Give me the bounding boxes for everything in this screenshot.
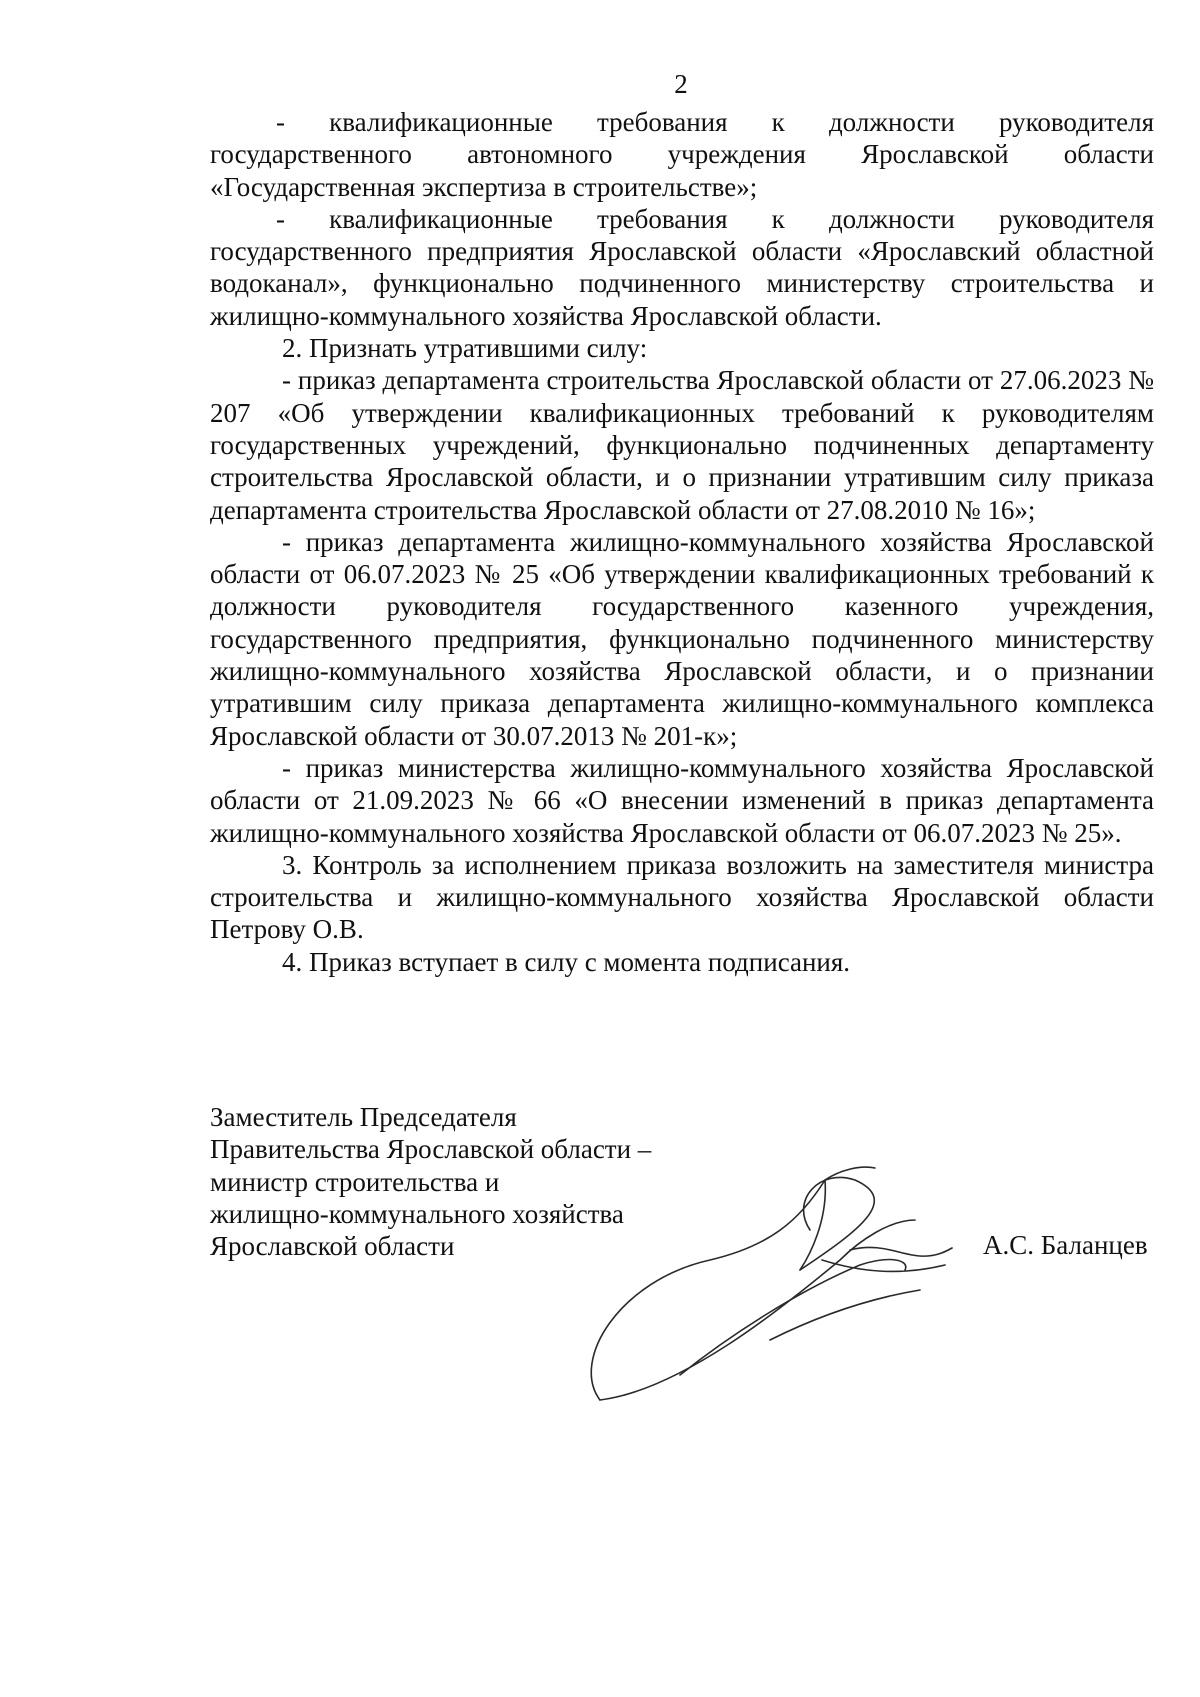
paragraph-bullet-order-207: - приказ департамента строительства Ярославской области от 27.06.2023 № 207 «Об утверждении квалификационных требований к руководителям государственных учреждений, функционально подчиненных департаменту строительства Ярославской области, и о признании утратившим силу приказа департамента строительства Ярославской области от 27.08.2010 № 16»;	[210, 365, 1154, 525]
handwritten-signature	[560, 1160, 960, 1410]
paragraph-bullet-qualification-gau: - квалификационные требования к должности руководителя государственного автономного учреждения Ярославской области «Государственная экспертиза в строительстве»;	[210, 107, 1154, 202]
paragraph-item-3: 3. Контроль за исполнением приказа возложить на заместителя министра строительства и жилищно-коммунального хозяйства Ярославской области Петрову О.В.	[210, 849, 1154, 945]
paragraph-bullet-order-66: - приказ министерства жилищно-коммунального хозяйства Ярославской области от 21.09.2023 № 66 «О внесении изменений в приказ департамента жилищно-коммунального хозяйства Ярославской области от 06.07.2023 № 25».	[210, 752, 1154, 848]
signatory-title-line: Заместитель Председателя	[210, 1102, 517, 1132]
paragraph-bullet-order-25: - приказ департамента жилищно-коммунального хозяйства Ярославской области от 06.07.2023 № 25 «Об утверждении квалификационных требований к должности руководителя государственного казенного учреждения, государственного предприятия, функционально подчиненного министерству жилищно-коммунального хозяйства Ярославской области, и о признании утратившим силу приказа департамента жилищно-коммунального комплекса Ярославской области от 30.07.2013 № 201-к»;	[210, 526, 1154, 751]
signatory-title-line: министр строительства и	[210, 1166, 500, 1197]
signatory-title-line: жилищно-коммунального хозяйства	[210, 1198, 624, 1229]
page-number: 2	[674, 69, 688, 99]
document-body	[210, 106, 1154, 978]
paragraph-item-2: 2. Признать утратившими силу:	[282, 333, 648, 364]
paragraph-item-4: 4. Приказ вступает в силу с момента подписания.	[282, 946, 851, 977]
signer-name: А.С. Баланцев	[983, 1230, 1148, 1260]
signatory-title-line: Правительства Ярославской области –	[210, 1134, 652, 1165]
paragraph-bullet-qualification-vodokanal: - квалификационные требования к должности руководителя государственного предприятия Ярославской области «Ярославский областной водоканал», функционально подчиненного министерству строительства и жилищно-коммунального хозяйства Ярославской области.	[210, 203, 1154, 331]
signatory-title-line: Ярославской области	[210, 1231, 455, 1262]
